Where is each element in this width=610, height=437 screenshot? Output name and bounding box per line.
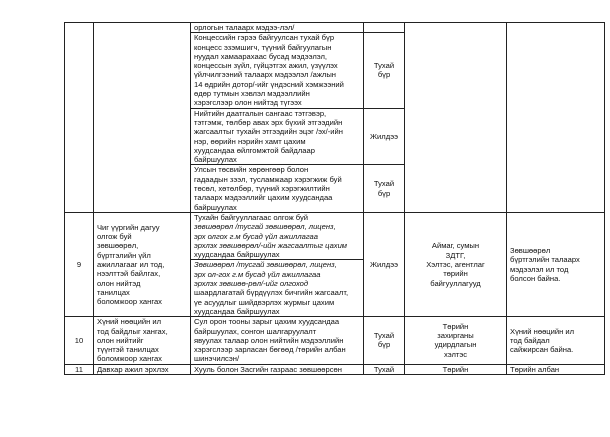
activity-line: концесс эзэмшигч, түүний байгуулагын — [194, 42, 332, 52]
result-cell — [507, 317, 605, 364]
responsible-line: Төрийн — [442, 321, 469, 331]
activity-line: концессын зүйл, гүйцэтгэх ажил, үзүүлэх — [194, 61, 338, 71]
responsible-line: захирганы — [437, 331, 474, 341]
goal-line: түүнтэй танилцах — [97, 345, 159, 355]
result-line: Хүний нөөцийн ил — [510, 326, 575, 336]
activity-line: үе асуудлыг шийдвэрлэх журмыг цахим — [194, 297, 335, 307]
table-row — [65, 23, 605, 33]
activity-line: эрх олгох г.м бусад үйл ажиллагаа — [194, 231, 318, 241]
activity-line: нуудал хамаарахаас бусад мэдээлэл, — [194, 51, 328, 61]
result-cell — [507, 23, 605, 213]
activity-line: Улсын төсвийн хөрөнгөөр болон — [194, 165, 309, 175]
responsible-line: байгууллагууд — [430, 278, 481, 288]
activity-line: эрхлэх зөвшөө-рөл/-ийг олгоход — [194, 279, 309, 289]
responsible-line: Хэлтэс, агентлаг — [426, 259, 485, 269]
activity-line: Зөвшөөрөл /тусгай зөвшөөрөл, лиценз, — [194, 260, 337, 270]
goal-line: нээлттэй байлгах, — [97, 269, 161, 279]
activity-line: хэрэгслээр зарласан бөгөөд /төрийн албан — [194, 345, 346, 355]
activity-line: байршуулах — [194, 155, 237, 165]
activity-line: төсөл, хөтөлбөр, түүний хэрэгжилтийн — [194, 184, 330, 194]
row-number-cell: 10 — [65, 317, 94, 364]
goal-cell — [94, 23, 191, 213]
responsible-line: хэлтэс — [443, 349, 468, 359]
goal-line: ажиллагааг ил тод, — [97, 259, 165, 269]
goal-line: Чиг үүргийн дагуу — [97, 222, 160, 232]
activity-cell — [191, 317, 364, 364]
activity-line: тэтгэмж, төлбөр авах эрх бүхий этгээдийн — [194, 117, 343, 127]
goal-cell — [94, 317, 191, 364]
goal-line: боломжоор хангах — [97, 354, 162, 364]
responsible-line: удирдлагын — [434, 340, 477, 350]
action-plan-table — [64, 22, 605, 375]
activity-line: шинэчилсэн/ — [194, 354, 240, 364]
activity-line: Нийтийн даатгалын сангаас тэтгэвэр, — [194, 108, 327, 118]
activity-line: явуулах талаар олон нийтийн мэдээллийн — [194, 335, 344, 345]
responsible-cell — [405, 317, 507, 364]
frequency-cell: Тухай бүр — [364, 165, 405, 212]
activity-line: Тухайн байгууллагаас олгож буй — [194, 212, 309, 222]
result-line: сайжирсан байна. — [510, 345, 574, 355]
goal-line: боломжоор хангах — [97, 297, 162, 307]
activity-line: шаардлагатай бүрдүүлэх бичгийн жагсаалт, — [194, 288, 349, 298]
goal-line: тод байдлыг хангах, — [97, 326, 168, 336]
result-cell — [507, 212, 605, 316]
frequency-cell: Жилдээ — [364, 212, 405, 316]
activity-line: Концессийн гэрээ байгуулсан тухай бүр — [194, 33, 335, 43]
result-line: бүртгэлийн талаарх — [510, 255, 580, 265]
activity-line: нэр, өөрийн нэрийн хамт цахим — [194, 136, 306, 146]
frequency-cell: Тухай бүр — [364, 317, 405, 364]
activity-line: байршуулах — [194, 202, 237, 212]
result-line: мэдээлэл ил тод — [510, 264, 569, 274]
activity-cell — [191, 212, 364, 259]
activity-line: хуудсандаа өйлгомжтой байдлаар — [194, 145, 315, 155]
goal-line: олгож буй — [97, 232, 132, 242]
activity-cell — [191, 165, 364, 212]
activity-line: өдөр тутмын хэвлэл мэдээллийн — [194, 89, 310, 99]
table-row — [65, 212, 605, 259]
row-number-cell: 9 — [65, 212, 94, 316]
responsible-cell — [405, 212, 507, 316]
responsible-cell — [405, 23, 507, 213]
activity-line: хуудсандаа байршуулах — [194, 306, 280, 316]
goal-line: олон нийтийг — [97, 335, 144, 345]
activity-cell — [191, 33, 364, 108]
result-cell: Төрийн албан — [507, 364, 605, 374]
goal-line: олон нийтэд — [97, 278, 141, 288]
activity-line: үйлчилгээний талаарх мэдээлэл /ажлын — [194, 70, 336, 80]
activity-line: байршуулах, сонгон шалгаруулалт — [194, 326, 317, 336]
activity-line: хуудсандаа байршуулах — [194, 250, 280, 260]
responsible-line: ЗДТГ, — [445, 250, 466, 260]
goal-line: Хүний нөөцийн ил — [97, 317, 162, 327]
activity-line: жагсаалтыг тухайн этгээдийн эцэг /эх/-ийн — [194, 127, 343, 137]
result-line: Зөвшөөрөл — [510, 245, 551, 255]
goal-line: зөвшөөрөл, — [97, 241, 139, 251]
activity-line: Сул орон тооны зарыг цахим хуудсандаа — [194, 317, 340, 327]
activity-line: талаарх мэдээллийг цахим хуудсандаа — [194, 193, 333, 203]
frequency-cell — [364, 23, 405, 33]
activity-line: гадаадын зээл, тусламжаар хэрэгжиж буй — [194, 174, 342, 184]
activity-cell — [191, 23, 364, 33]
activity-cell — [191, 260, 364, 317]
activity-cell: Хууль болон Засгийн газраас зөвшөөрсөн — [191, 364, 364, 374]
frequency-cell: Жилдээ — [364, 108, 405, 165]
result-line: тод байдал — [510, 335, 550, 345]
table-row — [65, 364, 605, 374]
activity-line: эрх ол-гох г.м бусад үйл ажиллагаа — [194, 269, 321, 279]
goal-cell — [94, 212, 191, 316]
goal-cell: Давхар ажил эрхлэх — [94, 364, 191, 374]
row-number-cell — [65, 23, 94, 213]
frequency-cell: Тухай — [364, 364, 405, 374]
responsible-line: Аймаг, сумын — [431, 241, 480, 251]
goal-line: бүртгэлийн үйл — [97, 250, 151, 260]
row-number-cell: 11 — [65, 364, 94, 374]
activity-line: 14 өдрийн дотор/-ийг үндэсний хэмжээний — [194, 79, 344, 89]
goal-line: танилцах — [97, 287, 130, 297]
activity-line: эрхлэх зөвшөөрөл/-ийн жагсаалтыг цахим — [194, 240, 348, 250]
table-row — [65, 317, 605, 364]
frequency-cell: Тухай бүр — [364, 33, 405, 108]
responsible-line: төрийн — [443, 269, 468, 279]
result-line: болсон байна. — [510, 273, 561, 283]
responsible-cell: Төрийн — [405, 364, 507, 374]
activity-line: хэрэгслээр олон нийтэд түгээх — [194, 98, 302, 108]
activity-line: орлогын талаарх мэдээ-лэл/ — [194, 23, 295, 32]
activity-line: зөвшөөрөл /тусгай зөвшөөрөл, лиценз, — [194, 222, 336, 232]
activity-cell — [191, 108, 364, 165]
